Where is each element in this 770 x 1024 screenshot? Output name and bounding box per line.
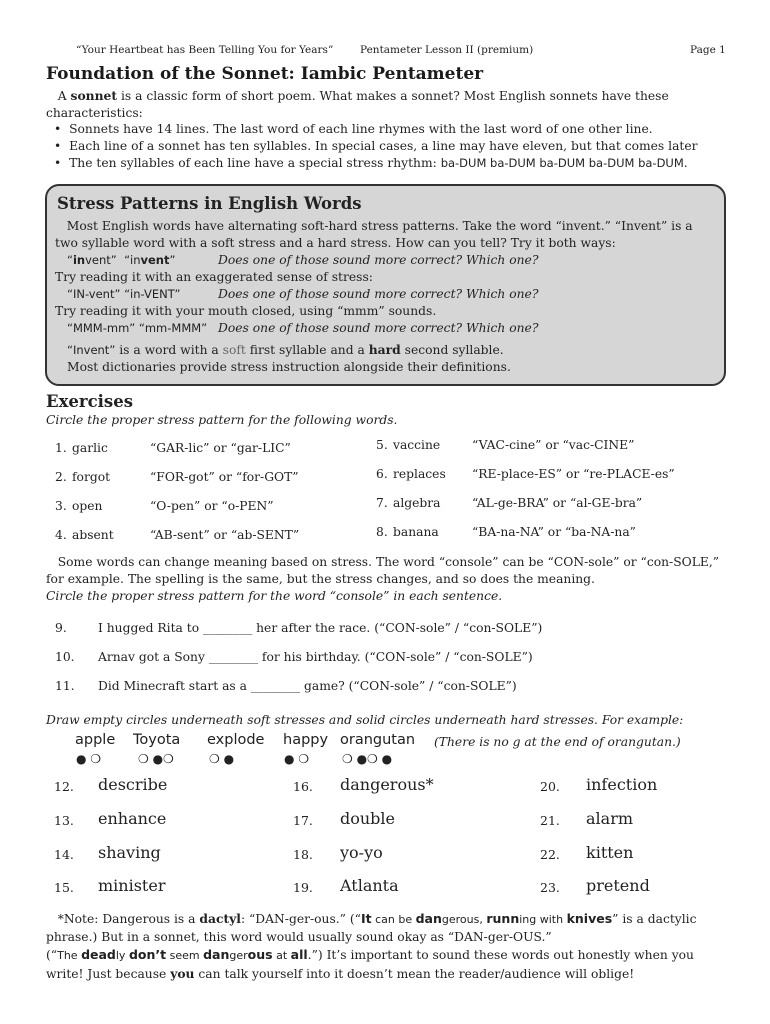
word-number: 14. (54, 847, 74, 862)
practice-word: describe (98, 775, 168, 794)
stress-marks-explode: ❍ ● (209, 752, 235, 766)
list-item: • The ten syllables of each line have a special stress rhythm: ba-DUM ba-DUM ba-DUM ba-DUM ba-DUM. (54, 156, 688, 170)
stress-marks-happy: ● ❍ (284, 752, 310, 766)
orangutan-note: (There is no g at the end of orangutan.) (434, 735, 681, 749)
stress-marks-toyota: ❍ ●❍ (138, 752, 174, 766)
dactyl-fragment: ly (115, 949, 129, 962)
dactyl-fragment: ous (247, 947, 273, 962)
dactyl-fragment: gerous, (441, 913, 487, 926)
header-lesson: Pentameter Lesson II (premium) (360, 44, 534, 56)
practice-word: alarm (586, 809, 634, 828)
example-apple: apple (75, 732, 116, 748)
word-number: 19. (293, 880, 313, 895)
word-number: 23. (540, 880, 560, 895)
practice-word: pretend (586, 876, 650, 895)
word-number: 12. (54, 779, 74, 794)
word-number: 16. (293, 779, 313, 794)
section-title: Stress Patterns in English Words (57, 194, 362, 213)
list-item: • Sonnets have 14 lines. The last word of each line rhymes with the last word of one other line. (54, 122, 653, 136)
console-paragraph: Some words can change meaning based on stress. The word “console” can be “CON-sole” or “con-SOLE,” for example. The spelling is the same, but the stress changes, and so does the meaning. Circle the proper stress pattern for the word “console” in each sentence. (46, 555, 720, 603)
exercise-instruction: Circle the proper stress pattern for the following words. (46, 413, 398, 427)
example-invent: “invent” “invent” (67, 253, 176, 267)
practice-word: kitten (586, 843, 634, 862)
dactyl-note: *Note: Dangerous is a dactyl: “DAN-ger-ous.” (“It can be dangerous, running with knives” is a dactylic phrase.) But in a sonnet, this word would usually sound okay as “DAN-ger-OUS.” (“The deadly don’t seem dangerous at all.”) It’s important to sound these words out honestly when you write! Just because you can talk yourself into it doesn’t mean the reader/audience will oblige! (46, 911, 697, 981)
practice-word: dangerous* (340, 775, 434, 794)
dactyl-fragment: ger (229, 949, 248, 962)
word-number: 20. (540, 779, 560, 794)
stress-patterns-box (45, 184, 726, 386)
word-number: 22. (540, 847, 560, 862)
dactyl-fragment: ing with (519, 913, 567, 926)
example-toyota: Toyota (133, 732, 181, 748)
dactyl-example-2 (57, 949, 308, 962)
dactyl-fragment: seem (166, 949, 204, 962)
practice-word: infection (586, 775, 658, 794)
practice-word: yo-yo (340, 843, 383, 862)
dactyl-fragment: dan (415, 911, 442, 926)
example-orangutan: orangutan (340, 732, 416, 748)
practice-word: double (340, 809, 396, 828)
stress-marks-orangutan: ❍ ●❍ ● (342, 752, 393, 766)
dactyl-fragment: all (290, 947, 308, 962)
practice-word: enhance (98, 809, 167, 828)
exercises-title: Exercises (46, 392, 133, 411)
word-number: 17. (293, 813, 313, 828)
dactyl-fragment: The (57, 949, 82, 962)
dactyl-fragment: can be (371, 913, 416, 926)
word-number: 21. (540, 813, 560, 828)
practice-word: minister (98, 876, 166, 895)
stress-marks-apple: ● ❍ (76, 752, 102, 766)
list-item: • Each line of a sonnet has ten syllables. In special cases, a line may have eleven, but that comes later (54, 139, 698, 153)
page-title: Foundation of the Sonnet: Iambic Pentameter (46, 64, 484, 84)
word-number: 13. (54, 813, 74, 828)
dactyl-fragment: dead (81, 947, 116, 962)
dactyl-fragment: knives (566, 911, 613, 926)
rhythm-text: ba-DUM ba-DUM ba-DUM ba-DUM ba-DUM (440, 156, 684, 170)
characteristics-list (54, 121, 744, 172)
page-number: Page 1 (690, 44, 726, 56)
circles-instruction: Draw empty circles underneath soft stresses and solid circles underneath hard stresses. For example: (46, 713, 684, 727)
stress-box-body: Most English words have alternating soft-hard stress patterns. Take the word “invent.” “Invent” is a two syllable word with a soft stress and a hard stress. How can you tell? Try it both ways: “invent” “invent” Does one of those sound more correct? Which one? Try reading it with an exaggerated sense of stress: “IN-vent” “in-VENT” Does one of those sound more correct? Which one? Try reading it with your mouth closed, using “mmm” sounds. “MMM-mm” “mm-MMM” Does one of those sound more correct? Which one? “Invent” is a word with a soft first syllable and a hard second syllable. Most dictionaries provide stress instruction alongside their definitions. (55, 219, 693, 374)
example-explode: explode (207, 732, 265, 748)
dactyl-fragment: It (360, 911, 372, 926)
practice-word: shaving (98, 843, 161, 862)
dactyl-fragment: at (272, 949, 291, 962)
example-caps: “IN-vent” “in-VENT” (67, 287, 181, 301)
dactyl-example-1 (361, 913, 612, 926)
dactyl-fragment: don’t (128, 947, 167, 962)
dactyl-fragment: runn (486, 911, 520, 926)
word-number: 15. (54, 880, 74, 895)
word-number: 18. (293, 847, 313, 862)
example-mmm: “MMM-mm” “mm-MMM” (67, 321, 208, 335)
practice-word: Atlanta (340, 876, 399, 895)
intro-paragraph: A sonnet is a classic form of short poem. What makes a sonnet? Most English sonnets have these characteristics: (46, 88, 669, 120)
header-title: “Your Heartbeat has Been Telling You for Years” (76, 44, 334, 56)
example-happy: happy (283, 732, 329, 748)
dactyl-fragment: dan (203, 947, 230, 962)
